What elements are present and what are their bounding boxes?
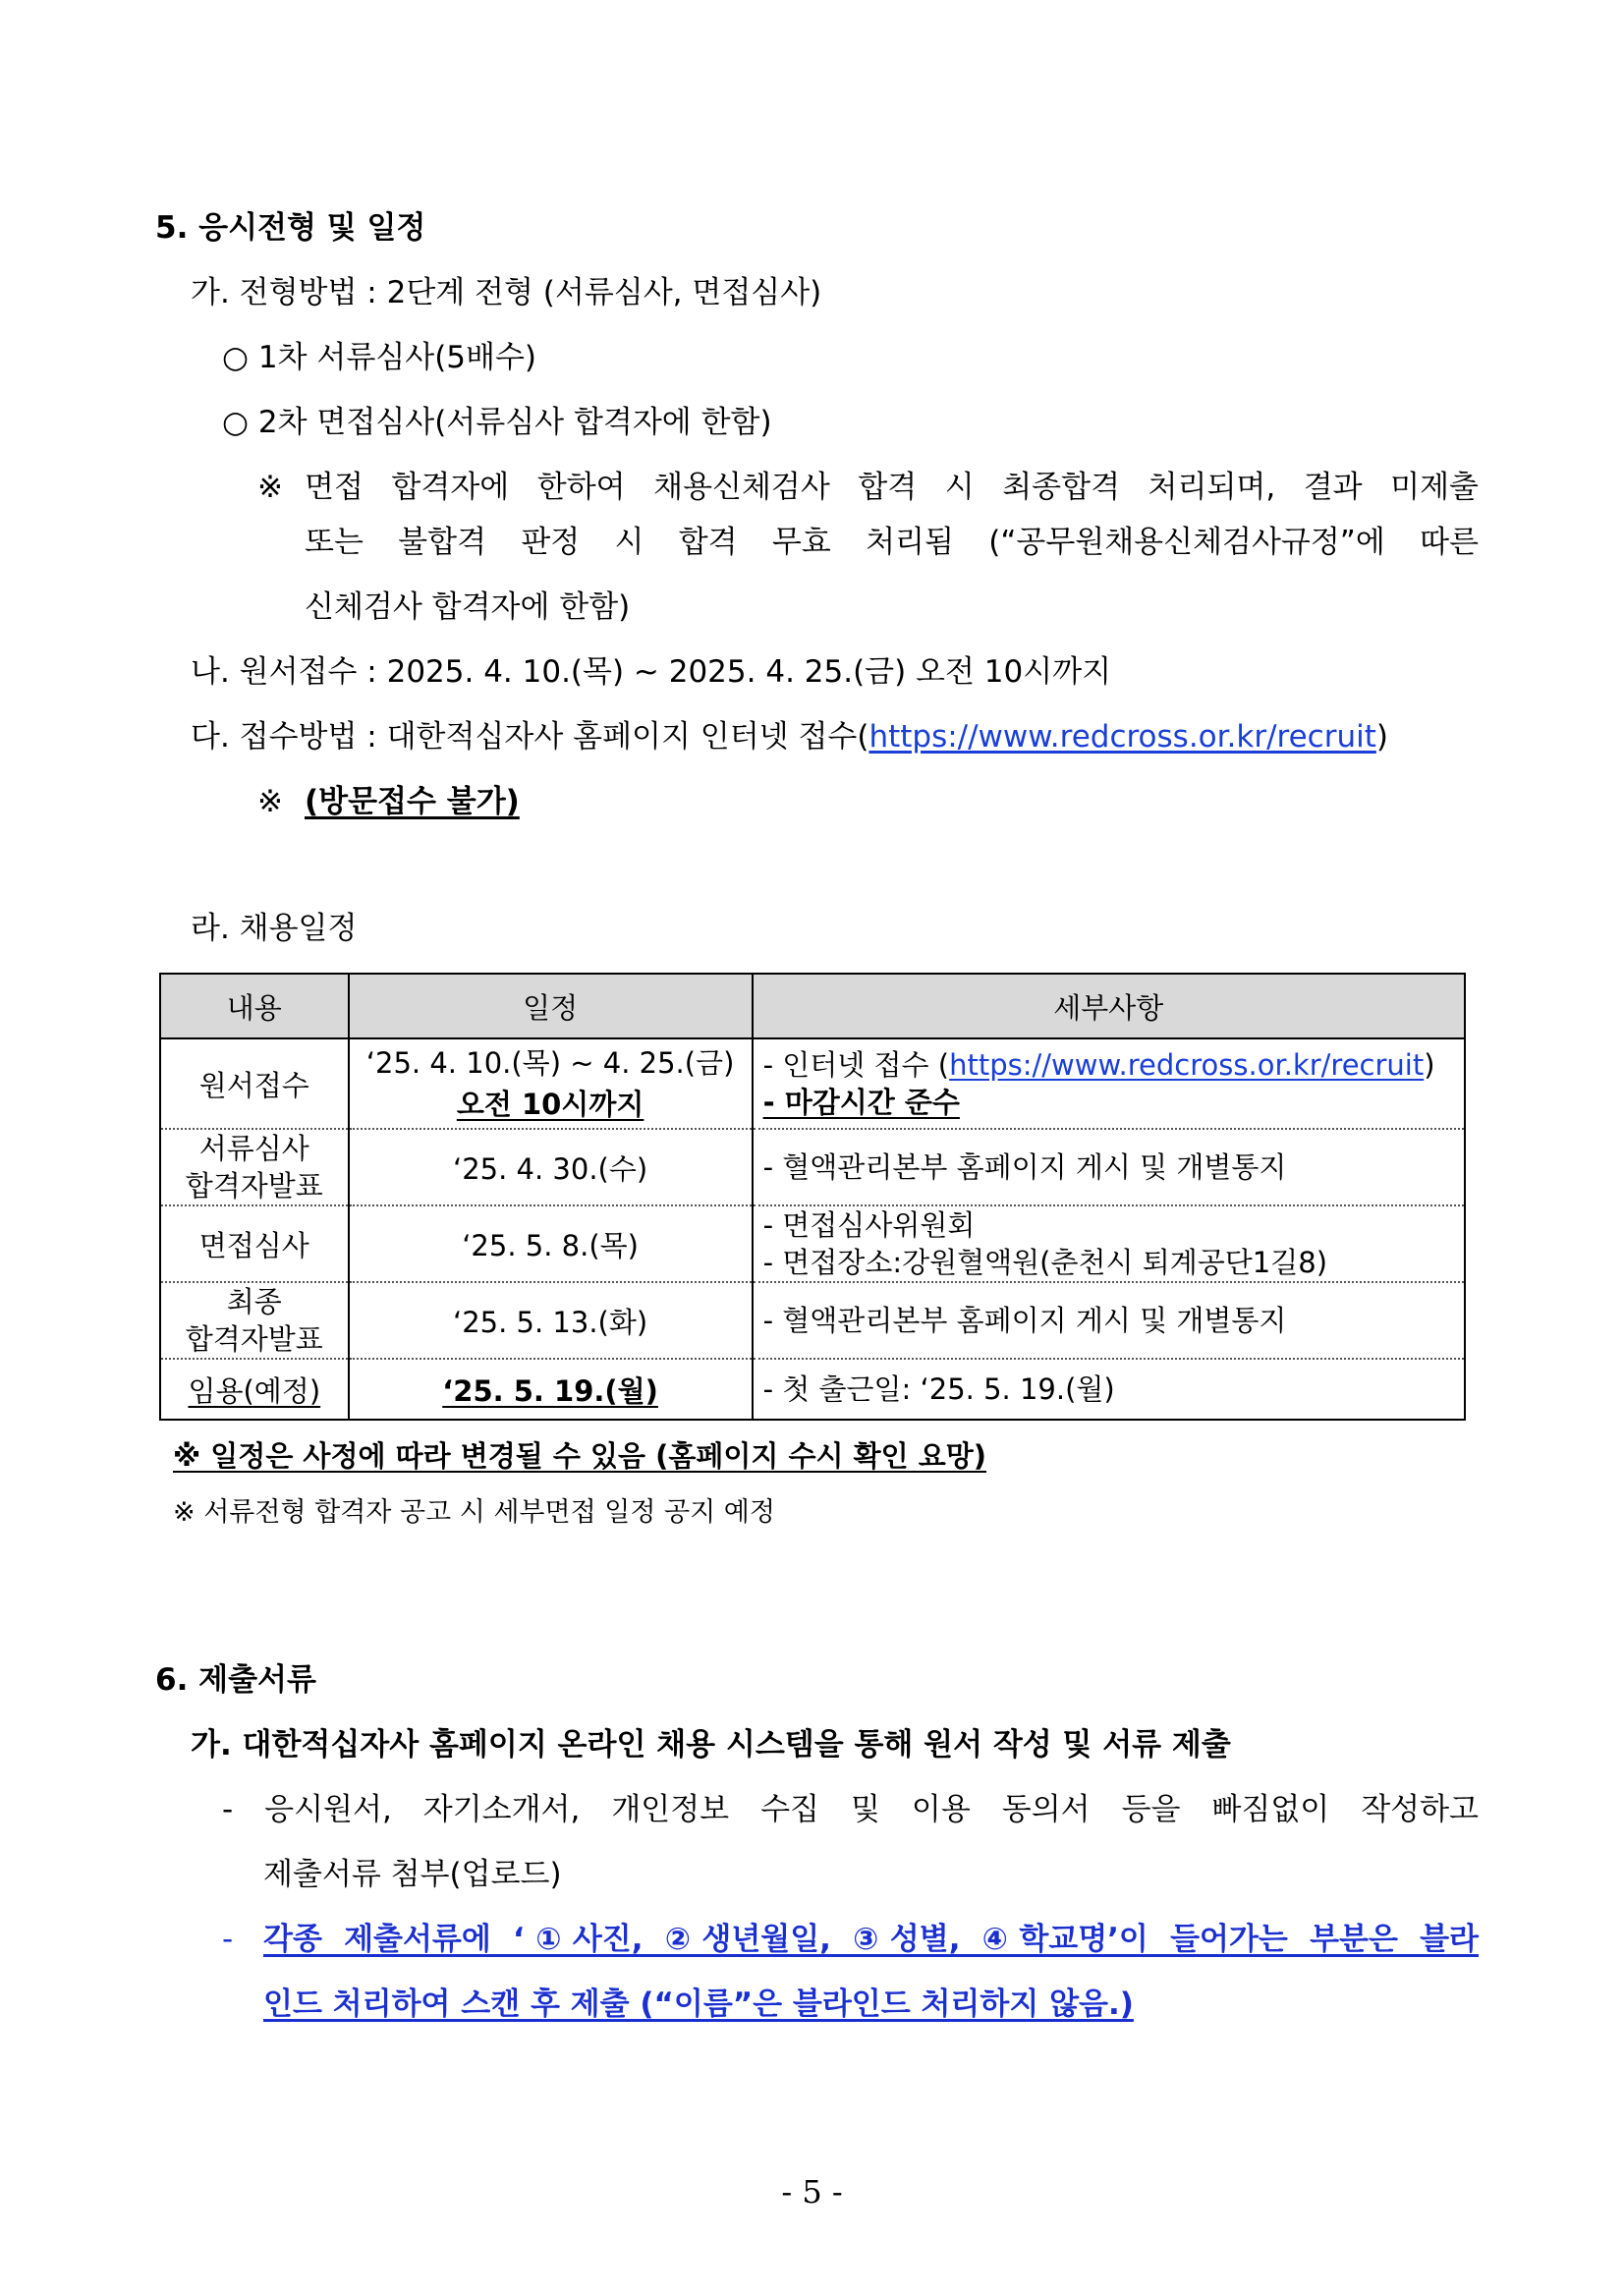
row4-date: ‘25. 5. 13.(화) <box>349 1282 753 1359</box>
row3-date: ‘25. 5. 8.(목) <box>349 1205 753 1282</box>
row1-label: 원서접수 <box>160 1038 349 1129</box>
application-method-text: 다. 접수방법 : 대한적십자사 홈페이지 인터넷 접수( <box>191 719 869 755</box>
row2-detail: - 혈액관리본부 홈페이지 게시 및 개별통지 <box>753 1129 1465 1205</box>
section5-method: 가. 전형방법 : 2단계 전형 (서류심사, 면접심사) <box>191 275 822 310</box>
row1-detail-1-close: ) <box>1424 1048 1435 1082</box>
schedule-header-row <box>160 974 1465 1038</box>
section5-title: 5. 응시전형 및 일정 <box>155 210 426 246</box>
row4-label-1: 최종 <box>226 1285 282 1318</box>
row1-date-range: ‘25. 4. 10.(목) ~ 4. 25.(금) <box>365 1046 735 1080</box>
section5-stage1: ○ 1차 서류심사(5배수) <box>222 340 537 375</box>
section6-dash1-line1: - 응시원서, 자기소개서, 개인정보 수집 및 이용 동의서 등을 빠짐없이 작성하고 <box>222 1792 1479 1827</box>
row4-label <box>160 1282 349 1359</box>
row3-detail-2: - 면접장소:강원혈액원(춘천시 퇴계공단1길8) <box>762 1246 1328 1279</box>
schedule-change-note: ※ 일정은 사정에 따라 변경될 수 있음 (홈페이지 수시 확인 요망) <box>173 1439 986 1473</box>
row5-label: 임용(예정) <box>160 1359 349 1420</box>
note-mark: ※ <box>257 470 283 505</box>
schedule-heading: 라. 채용일정 <box>191 911 358 946</box>
section6-dash2-line2: 인드 처리하여 스캔 후 제출 (“이름”은 블라인드 처리하지 않음.) <box>263 1987 1134 2022</box>
row1-detail-1 <box>763 1046 1454 1084</box>
page-number: - 5 - <box>781 2173 843 2211</box>
table-row <box>160 1038 1465 1129</box>
row3-label: 면접심사 <box>160 1205 349 1282</box>
row2-label-1: 서류심사 <box>198 1132 309 1165</box>
row2-label-2: 합격자발표 <box>185 1169 323 1203</box>
interview-notice-note: ※ 서류전형 합격자 공고 시 세부면접 일정 공지 예정 <box>173 1497 775 1528</box>
table-row <box>160 1359 1465 1420</box>
note-line-2: 또는 불합격 판정 시 합격 무효 처리됨 (“공무원채용신체검사규정”에 따른 <box>305 525 1479 560</box>
section6-dash2-line1: 각종 제출서류에 ‘①사진, ②생년월일, ③성별, ④학교명’이 들어가는 부분은 블라 <box>263 1922 1479 1957</box>
application-method <box>191 717 1388 756</box>
row1-detail <box>753 1038 1465 1129</box>
header-content: 내용 <box>160 974 349 1038</box>
row4-detail: - 혈액관리본부 홈페이지 게시 및 개별통지 <box>753 1282 1465 1359</box>
row5-date: ‘25. 5. 19.(월) <box>349 1359 753 1420</box>
row4-label-2: 합격자발표 <box>185 1322 323 1356</box>
visit-note-mark: ※ <box>257 784 283 819</box>
row3-detail-1: - 면접심사위원회 <box>762 1208 976 1242</box>
row5-detail: - 첫 출근일: ‘25. 5. 19.(월) <box>753 1359 1465 1420</box>
recruit-link[interactable]: https://www.redcross.or.kr/recruit <box>868 719 1376 755</box>
section6-title: 6. 제출서류 <box>155 1662 316 1698</box>
visit-note: (방문접수 불가) <box>305 784 520 819</box>
row1-recruit-link[interactable]: https://www.redcross.or.kr/recruit <box>949 1048 1425 1082</box>
section6-dash2-mark: - <box>222 1922 234 1957</box>
section5-stage2: ○ 2차 면접심사(서류심사 합격자에 한함) <box>222 405 772 440</box>
row1-detail-1-text: - 인터넷 접수 ( <box>762 1048 950 1082</box>
application-method-close: ) <box>1375 719 1388 755</box>
application-period: 나. 원서접수 : 2025. 4. 10.(목) ~ 2025. 4. 25.(금) 오전 10시까지 <box>191 654 1112 690</box>
row2-date: ‘25. 4. 30.(수) <box>349 1129 753 1205</box>
table-row <box>160 1205 1465 1282</box>
header-detail: 세부사항 <box>753 974 1465 1038</box>
row3-detail <box>753 1205 1465 1282</box>
row1-deadline: 오전 10시까지 <box>456 1088 644 1121</box>
row1-date <box>349 1038 753 1129</box>
table-row <box>160 1282 1465 1359</box>
section6-method: 가. 대한적십자사 홈페이지 온라인 채용 시스템을 통해 원서 작성 및 서류 제출 <box>191 1727 1231 1763</box>
schedule-table <box>159 973 1466 1421</box>
table-row <box>160 1129 1465 1205</box>
header-date: 일정 <box>349 974 753 1038</box>
note-line-3: 신체검사 합격자에 한함) <box>305 589 631 625</box>
row2-label <box>160 1129 349 1205</box>
note-line-1: 면접 합격자에 한하여 채용신체검사 합격 시 최종합격 처리되며, 결과 미제출 <box>305 470 1479 505</box>
row1-detail-2: - 마감시간 준수 <box>762 1086 960 1119</box>
section6-dash1-line2: 제출서류 첨부(업로드) <box>263 1857 562 1892</box>
